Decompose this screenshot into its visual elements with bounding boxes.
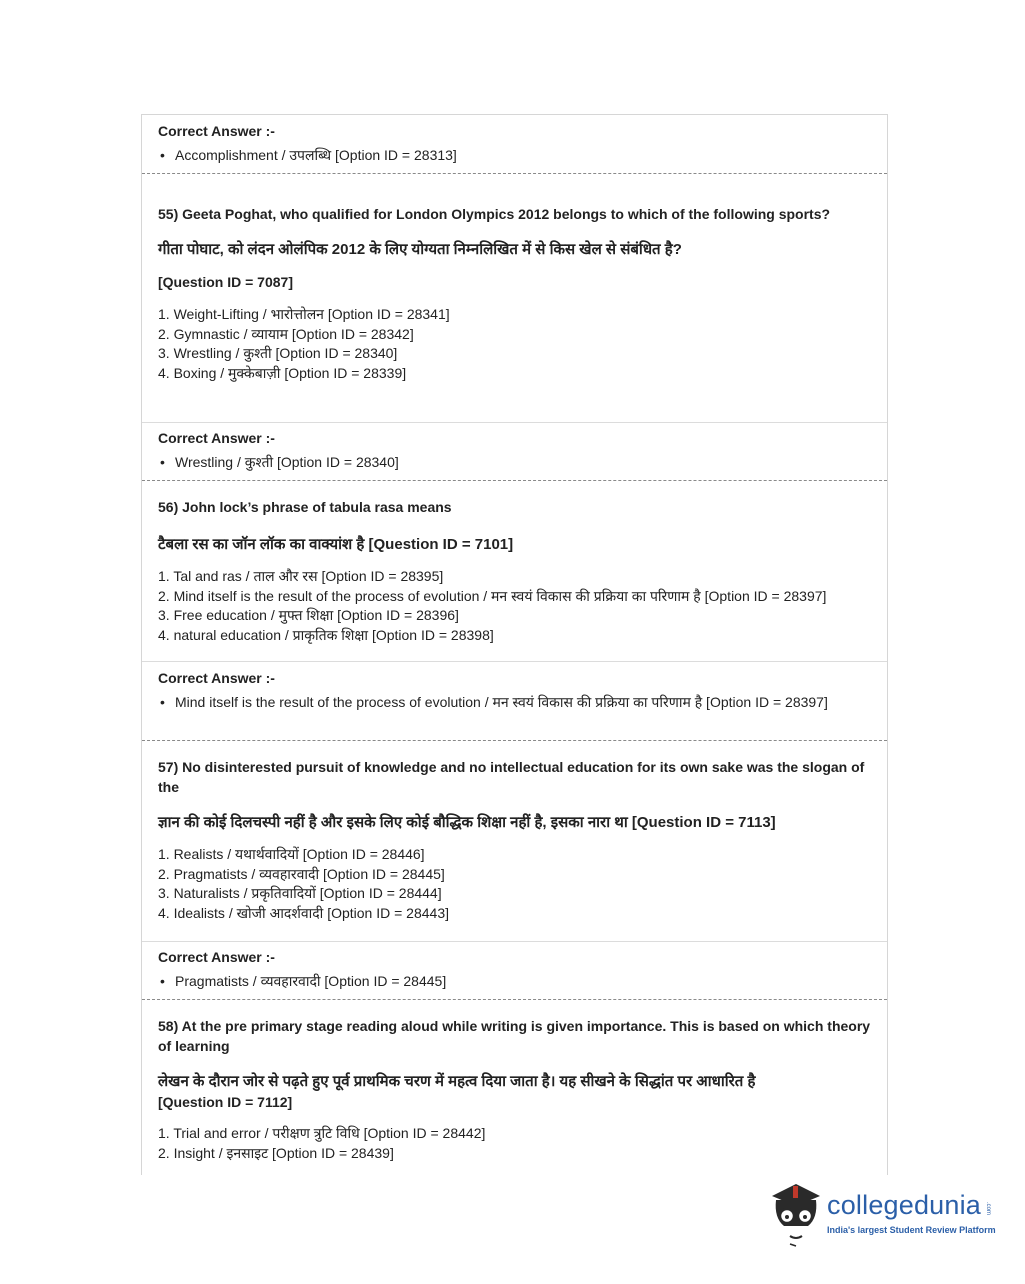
question-56 [142, 497, 887, 645]
option-item: 2. Mind itself is the result of the process of evolution / मन स्वयं विकास की प्रक्रिया का परिणाम है [Option ID = 28397] [158, 587, 827, 604]
divider [142, 941, 887, 942]
correct-answer-label: Correct Answer :- [158, 430, 275, 446]
question-text-hi: ज्ञान की कोई दिलचस्पी नहीं है और इसके लिए कोई बौद्धिक शिक्षा नहीं है, इसका नारा था [Question ID = 7113] [158, 814, 776, 831]
logo-wordmark: collegedunia [827, 1190, 982, 1220]
option-item: 4. natural education / प्राकृतिक शिक्षा [Option ID = 28398] [158, 626, 494, 643]
question-id: [Question ID = 7112] [158, 1094, 293, 1110]
option-item: 4. Boxing / मुक्केबाज़ी [Option ID = 28339] [158, 364, 407, 381]
question-text-en: 56) John lock’s phrase of tabula rasa means [158, 499, 452, 515]
correct-answer-text: • Accomplishment / उपलब्धि [Option ID = 28313] [158, 145, 875, 165]
correct-answer-label: Correct Answer :- [158, 949, 275, 965]
option-item: 2. Pragmatists / व्यवहारवादी [Option ID = 28445] [158, 865, 445, 882]
option-item: 1. Tal and ras / ताल और रस [Option ID = 28395] [158, 568, 444, 584]
option-item: 3. Wrestling / कुश्ती [Option ID = 28340] [158, 345, 398, 361]
option-item: 3. Free education / मुफ्त शिक्षा [Option ID = 28396] [158, 607, 459, 623]
divider [142, 173, 887, 174]
question-paper-page [141, 114, 888, 1175]
question-text-en: 58) At the pre primary stage reading aloud while writing is given importance. This is based on which theory of learning [158, 1018, 871, 1054]
question-text-en: 57) No disinterested pursuit of knowledge and no intellectual education for its own sake was the slogan of the [158, 759, 865, 795]
question-id: [Question ID = 7087] [158, 274, 293, 290]
question-58 [142, 1016, 887, 1163]
correct-answer-block [142, 669, 887, 712]
correct-answer-label: Correct Answer :- [158, 670, 275, 686]
logo-domain: .com [985, 1202, 991, 1216]
option-item: 1. Trial and error / परीक्षण त्रुटि विधि [Option ID = 28442] [158, 1125, 486, 1141]
options-list [158, 567, 875, 645]
divider [142, 740, 887, 741]
options-list [158, 1124, 875, 1163]
correct-answer-text: • Pragmatists / व्यवहारवादी [Option ID = 28445] [158, 971, 875, 991]
mascot-icon [766, 1178, 826, 1250]
options-list [158, 845, 875, 923]
correct-answer-block [142, 122, 887, 165]
correct-answer-text: • Mind itself is the result of the process of evolution / मन स्वयं विकास की प्रक्रिया का परिणाम है [Option ID = 28397] [158, 692, 875, 712]
question-55 [142, 204, 887, 383]
question-text-hi: टैबला रस का जॉन लॉक का वाक्यांश है [Question ID = 7101] [158, 536, 514, 553]
option-item: 3. Naturalists / प्रकृतिवादियों [Option ID = 28444] [158, 885, 442, 901]
question-text-hi: गीता पोघाट, को लंदन ओलंपिक 2012 के लिए योग्यता निम्नलिखित में से किस खेल से संबंधित है? [158, 241, 682, 258]
options-list [158, 305, 875, 383]
option-item: 4. Idealists / खोजी आदर्शवादी [Option ID = 28443] [158, 904, 449, 921]
option-item: 2. Gymnastic / व्यायाम [Option ID = 28342] [158, 325, 414, 342]
option-item: 1. Realists / यथार्थवादियों [Option ID = 28446] [158, 846, 425, 862]
logo-tagline: India's largest Student Review Platform [827, 1225, 996, 1235]
divider [142, 422, 887, 423]
correct-answer-block [142, 429, 887, 472]
divider [142, 999, 887, 1000]
option-item: 1. Weight-Lifting / भारोत्तोलन [Option ID = 28341] [158, 306, 450, 322]
correct-answer-block [142, 948, 887, 991]
question-57 [142, 757, 887, 923]
question-text-en: 55) Geeta Poghat, who qualified for London Olympics 2012 belongs to which of the following sports? [158, 206, 831, 222]
divider [142, 661, 887, 662]
option-item: 2. Insight / इनसाइट [Option ID = 28439] [158, 1144, 394, 1161]
divider [142, 480, 887, 481]
collegedunia-logo [766, 1178, 996, 1250]
question-text-hi: लेखन के दौरान जोर से पढ़ते हुए पूर्व प्राथमिक चरण में महत्व दिया जाता है। यह सीखने के सिद्धांत पर आधारित है [158, 1073, 756, 1090]
correct-answer-text: • Wrestling / कुश्ती [Option ID = 28340] [158, 452, 875, 472]
correct-answer-label: Correct Answer :- [158, 123, 275, 139]
